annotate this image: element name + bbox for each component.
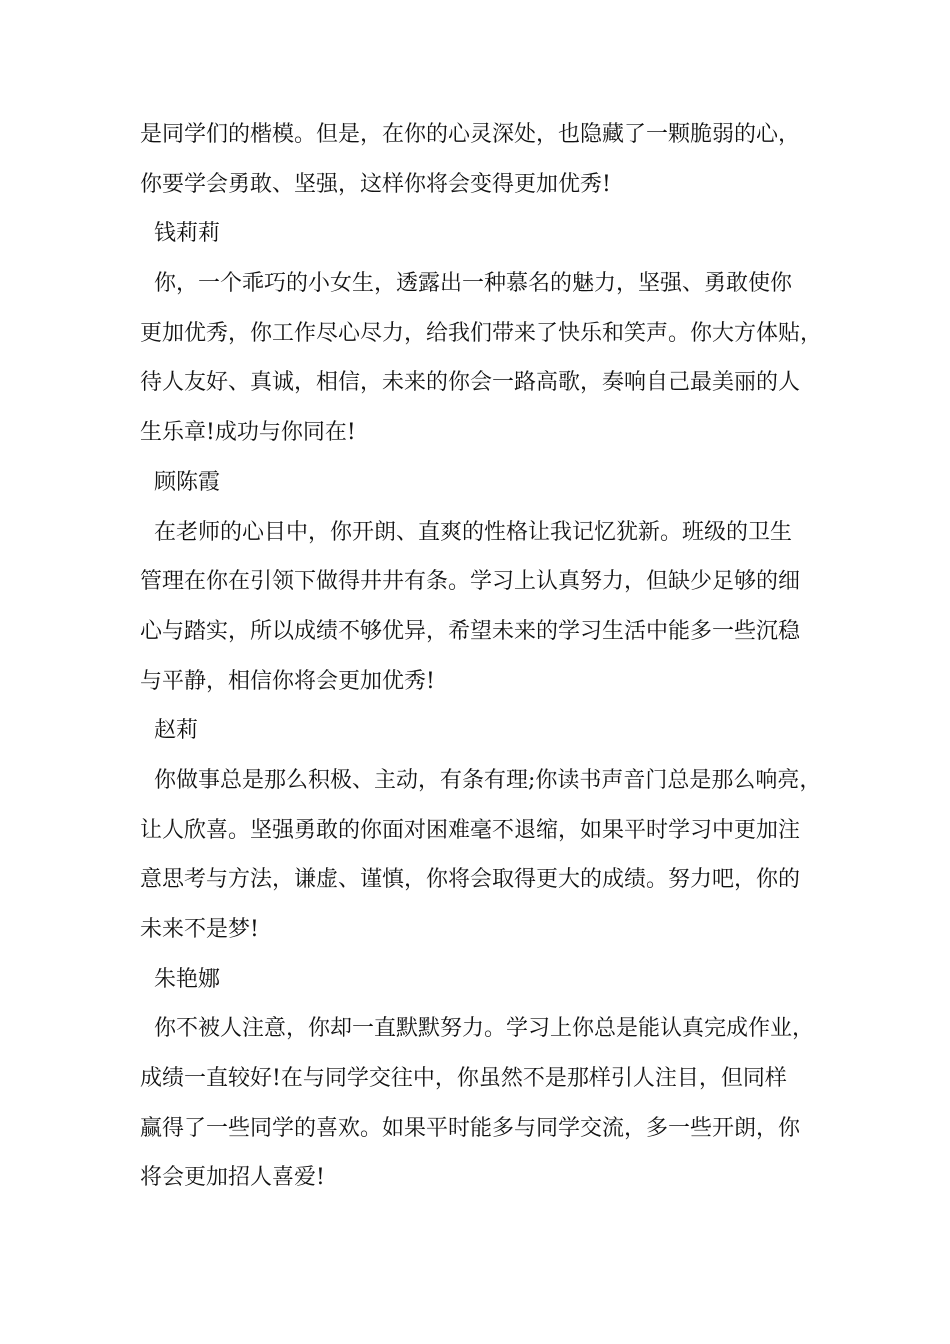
paragraph-line: 是同学们的楷模。但是，在你的心灵深处，也隐藏了一颗脆弱的心， (140, 122, 801, 147)
student-name-heading: 顾陈霞 (140, 469, 220, 495)
paragraph-line: 让人欣喜。坚强勇敢的你面对困难毫不退缩，如果平时学习中更加注 (140, 817, 801, 843)
paragraph-line: 将会更加招人喜爱! (140, 1165, 325, 1191)
paragraph-line: 你，一个乖巧的小女生，透露出一种慕名的魅力，坚强、勇敢使你 (140, 271, 792, 297)
paragraph-line: 意思考与方法，谦虚、谨慎，你将会取得更大的成绩。努力吧，你的 (140, 867, 801, 893)
student-name-heading: 朱艳娜 (140, 966, 220, 992)
paragraph-line: 你不被人注意，你却一直默默努力。学习上你总是能认真完成作业， (140, 1016, 814, 1042)
paragraph-line: 成绩一直较好!在与同学交往中，你虽然不是那样引人注目，但同样 (140, 1066, 787, 1092)
paragraph-line: 未来不是梦! (140, 917, 259, 942)
document-body (140, 110, 830, 1203)
paragraph-line: 心与踏实，所以成绩不够优异，希望未来的学习生活中能多一些沉稳 (140, 618, 801, 644)
paragraph-line: 赢得了一些同学的喜欢。如果平时能多与同学交流，多一些开朗，你 (140, 1115, 801, 1141)
paragraph-line: 你做事总是那么积极、主动，有条有理;你读书声音门总是那么响亮， (140, 767, 822, 793)
paragraph-line: 生乐章!成功与你同在! (140, 420, 356, 446)
paragraph-line: 在老师的心目中，你开朗、直爽的性格让我记忆犹新。班级的卫生 (140, 519, 792, 545)
paragraph-line: 与平静，相信你将会更加优秀! (140, 668, 435, 694)
paragraph-line: 更加优秀，你工作尽心尽力，给我们带来了快乐和笑声。你大方体贴， (140, 320, 823, 346)
paragraph-line: 管理在你在引领下做得井井有条。学习上认真努力，但缺少足够的细 (140, 569, 801, 595)
paragraph-line: 待人友好、真诚，相信，未来的你会一路高歌，奏响自己最美丽的人 (140, 370, 801, 396)
student-name-heading: 赵莉 (140, 718, 198, 744)
paragraph-line: 你要学会勇敢、坚强，这样你将会变得更加优秀! (140, 171, 611, 197)
student-name-heading: 钱莉莉 (140, 221, 220, 247)
